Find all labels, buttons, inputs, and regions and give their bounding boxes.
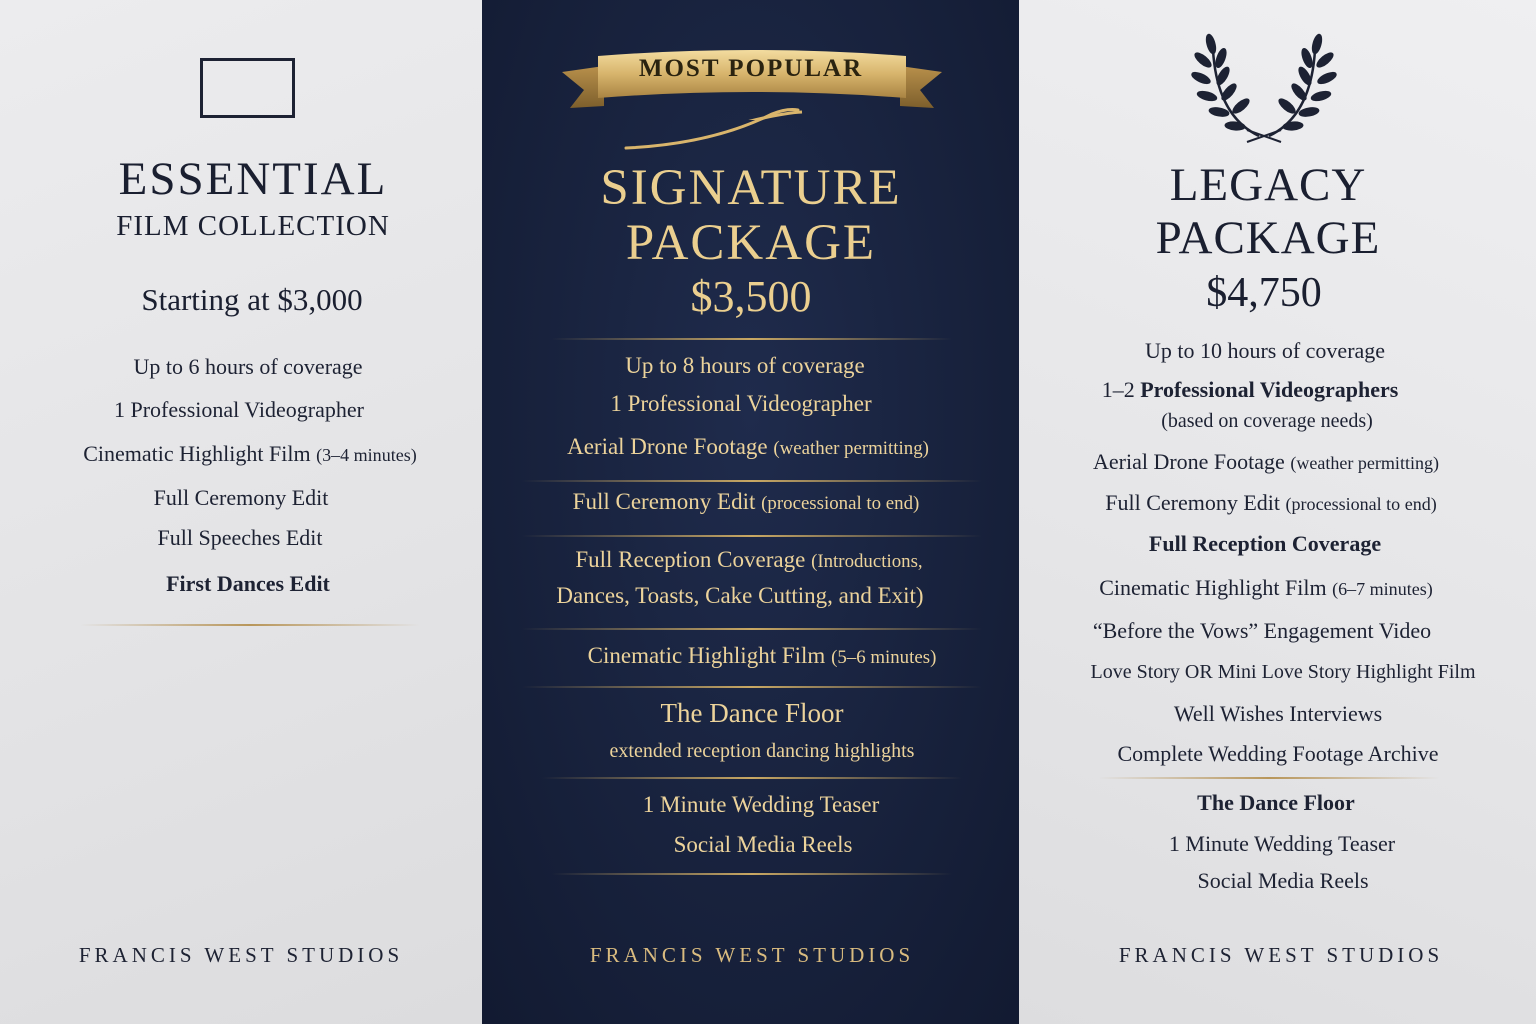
signature-item: 1 Minute Wedding Teaser bbox=[642, 792, 880, 817]
essential-item: Full Ceremony Edit bbox=[153, 485, 329, 510]
divider bbox=[522, 628, 982, 630]
legacy-title: LEGACY bbox=[1169, 159, 1367, 211]
essential-item: Up to 6 hours of coverage bbox=[133, 354, 363, 379]
legacy-item: Love Story OR Mini Love Story Highlight Film bbox=[1090, 661, 1476, 683]
studio-name: FRANCIS WEST STUDIOS bbox=[589, 943, 915, 967]
flourish-icon bbox=[622, 100, 802, 156]
signature-price: $3,500 bbox=[690, 272, 812, 321]
legacy-item: Full Reception Coverage bbox=[1148, 531, 1382, 556]
legacy-package-column bbox=[1019, 0, 1536, 1024]
legacy-item: 1–2 Professional Videographers bbox=[1101, 377, 1399, 402]
essential-package-column bbox=[0, 0, 482, 1024]
legacy-title-line2: PACKAGE bbox=[1155, 212, 1381, 264]
divider bbox=[552, 873, 952, 875]
signature-item: Up to 8 hours of coverage bbox=[625, 353, 865, 378]
divider bbox=[522, 535, 982, 537]
legacy-item: Full Ceremony Edit (processional to end) bbox=[1105, 490, 1437, 515]
signature-item: Aerial Drone Footage (weather permitting) bbox=[567, 434, 929, 459]
divider bbox=[522, 686, 982, 688]
legacy-item: The Dance Floor bbox=[1197, 790, 1355, 815]
laurel-wreath-icon bbox=[1189, 30, 1339, 148]
signature-item-note: extended reception dancing highlights bbox=[609, 740, 915, 762]
signature-item: 1 Professional Videographer bbox=[610, 391, 872, 416]
essential-item: First Dances Edit bbox=[166, 571, 330, 596]
essential-item: Full Speeches Edit bbox=[157, 525, 323, 550]
essential-price: Starting at $3,000 bbox=[141, 282, 363, 317]
divider bbox=[552, 338, 952, 340]
signature-item: Cinematic Highlight Film (5–6 minutes) bbox=[587, 643, 937, 668]
divider bbox=[1099, 777, 1439, 779]
essential-title: ESSENTIAL bbox=[118, 153, 388, 205]
signature-item: Full Ceremony Edit (processional to end) bbox=[572, 489, 920, 514]
signature-item: Social Media Reels bbox=[673, 832, 853, 857]
legacy-item: “Before the Vows” Engagement Video bbox=[1092, 618, 1432, 643]
most-popular-badge: MOST POPULAR bbox=[638, 55, 864, 82]
legacy-item: Up to 10 hours of coverage bbox=[1144, 338, 1386, 363]
legacy-item: 1 Minute Wedding Teaser bbox=[1168, 831, 1396, 856]
studio-name: FRANCIS WEST STUDIOS bbox=[78, 943, 404, 967]
legacy-item: Social Media Reels bbox=[1197, 868, 1369, 893]
studio-name: FRANCIS WEST STUDIOS bbox=[1118, 943, 1444, 967]
divider bbox=[522, 480, 982, 482]
signature-item: Dances, Toasts, Cake Cutting, and Exit) bbox=[556, 583, 924, 608]
legacy-item: Complete Wedding Footage Archive bbox=[1117, 741, 1439, 766]
legacy-item: Well Wishes Interviews bbox=[1173, 701, 1383, 726]
signature-item: The Dance Floor bbox=[660, 698, 844, 728]
divider bbox=[80, 624, 420, 626]
signature-package-column bbox=[482, 0, 1019, 1024]
legacy-price: $4,750 bbox=[1206, 270, 1322, 316]
frame-icon bbox=[200, 58, 295, 118]
essential-item: 1 Professional Videographer bbox=[114, 397, 364, 422]
essential-subtitle: FILM COLLECTION bbox=[116, 210, 390, 242]
legacy-item: Cinematic Highlight Film (6–7 minutes) bbox=[1099, 575, 1433, 600]
divider bbox=[542, 777, 962, 779]
legacy-item-note: (based on coverage needs) bbox=[1161, 410, 1373, 432]
signature-title: SIGNATURE bbox=[600, 160, 902, 216]
legacy-item: Aerial Drone Footage (weather permitting) bbox=[1092, 449, 1440, 474]
essential-item: Cinematic Highlight Film (3–4 minutes) bbox=[83, 441, 417, 466]
signature-item: Full Reception Coverage (Introductions, bbox=[575, 547, 923, 572]
signature-title-line2: PACKAGE bbox=[625, 215, 877, 271]
